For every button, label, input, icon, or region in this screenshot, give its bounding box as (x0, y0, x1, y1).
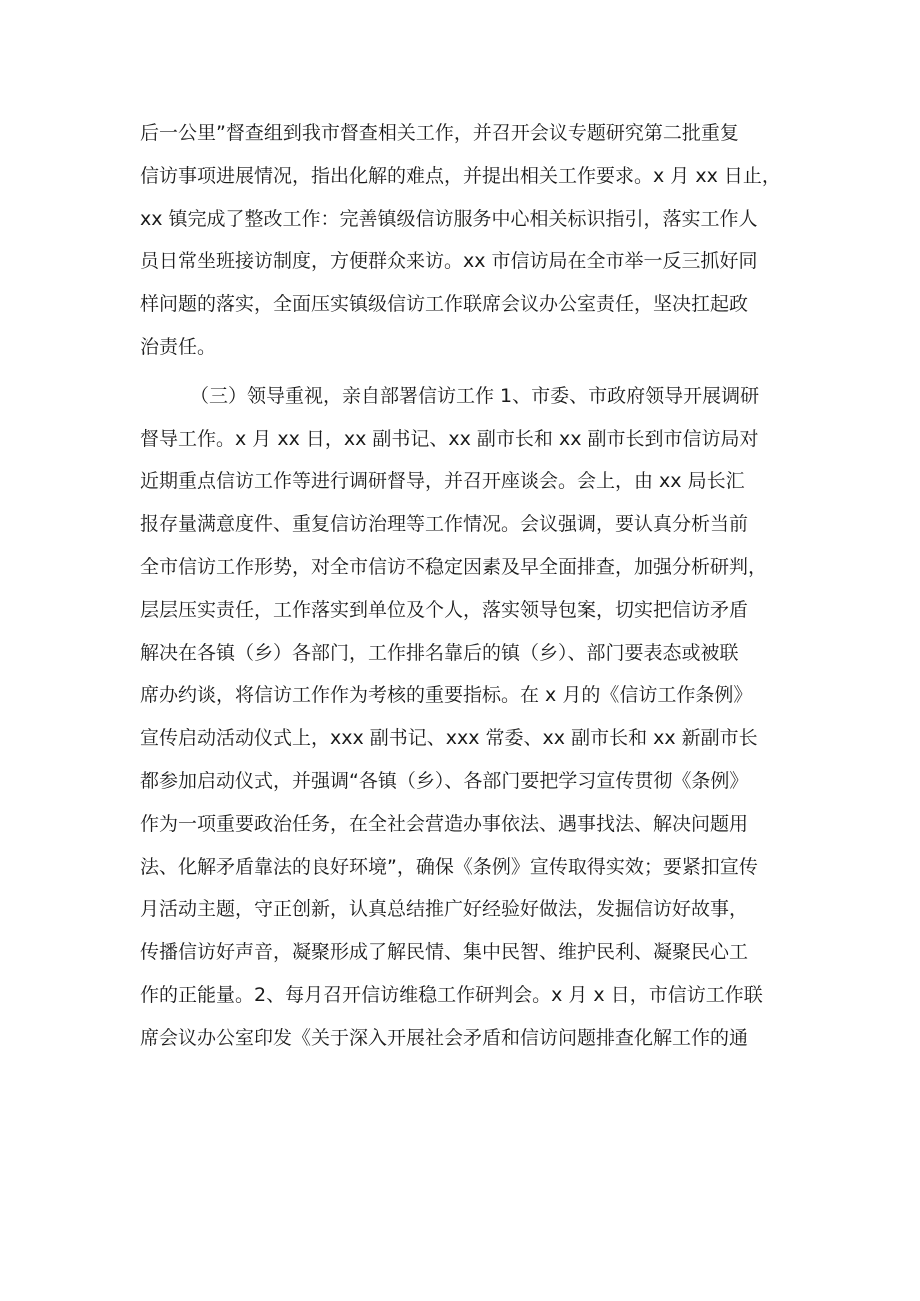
text-line: 解决在各镇（乡）各部门，工作排名靠后的镇（乡）、部门要表态或被联 (140, 641, 739, 664)
text-line: 员日常坐班接访制度，方便群众来访。xx 市信访局在全市举一反三抓好同 (140, 250, 758, 273)
text-line: 作为一项重要政治任务，在全社会营造办事依法、遇事找法、解决问题用 (140, 812, 749, 835)
text-line: 督导工作。x 月 xx 日，xx 副书记、xx 副市长和 xx 副市长到市信访局对 (140, 427, 759, 450)
text-line: 层层压实责任，工作落实到单位及个人，落实领导包案，切实把信访矛盾 (140, 598, 749, 621)
paragraph-1 (140, 112, 790, 369)
text-line: 作的正能量。2、每月召开信访维稳工作研判会。x 月 x 日，市信访工作联 (140, 983, 763, 1006)
text-line: 全市信访工作形势，对全市信访不稳定因素及早全面排查，加强分析研判， (140, 555, 768, 578)
text-line: 宣传启动活动仪式上，xxx 副书记、xxx 常委、xx 副市长和 xx 新副市长 (140, 727, 758, 750)
section-heading-line: （三）领导重视，亲自部署信访工作 1、市委、市政府领导开展调研 (190, 384, 760, 407)
text-line: 近期重点信访工作等进行调研督导，并召开座谈会。会上，由 xx 局长汇 (140, 470, 745, 493)
text-line: 传播信访好声音，凝聚形成了解民情、集中民智、维护民利、凝聚民心工 (140, 941, 749, 964)
paragraph-2 (140, 375, 790, 1060)
text-line: 都参加启动仪式，并强调“各镇（乡）、各部门要把学习宣传贯彻《条例》 (140, 769, 749, 792)
text-line: 治责任。 (140, 335, 217, 358)
text-line: 法、化解矛盾靠法的良好环境”，确保《条例》宣传取得实效；要紧扣宣传 (140, 855, 758, 878)
text-line: 席办约谈，将信访工作作为考核的重要指标。在 x 月的《信访工作条例》 (140, 684, 753, 707)
text-line: 席会议办公室印发《关于深入开展社会矛盾和信访问题排查化解工作的通 (140, 1026, 749, 1049)
text-line: 样问题的落实，全面压实镇级信访工作联席会议办公室责任，坚决扛起政 (140, 293, 749, 316)
text-line: 月活动主题，守正创新，认真总结推广好经验好做法，发掘信访好故事， (140, 898, 749, 921)
text-line: 信访事项进展情况，指出化解的难点，并提出相关工作要求。x 月 xx 日止， (140, 164, 781, 187)
text-line: xx 镇完成了整改工作：完善镇级信访服务中心相关标识指引，落实工作人 (140, 207, 758, 230)
text-line: 后一公里”督查组到我市督查相关工作，并召开会议专题研究第二批重复 (140, 122, 739, 144)
text-line: 报存量满意度件、重复信访治理等工作情况。会议强调，要认真分析当前 (140, 513, 749, 536)
document-body (140, 112, 790, 1060)
